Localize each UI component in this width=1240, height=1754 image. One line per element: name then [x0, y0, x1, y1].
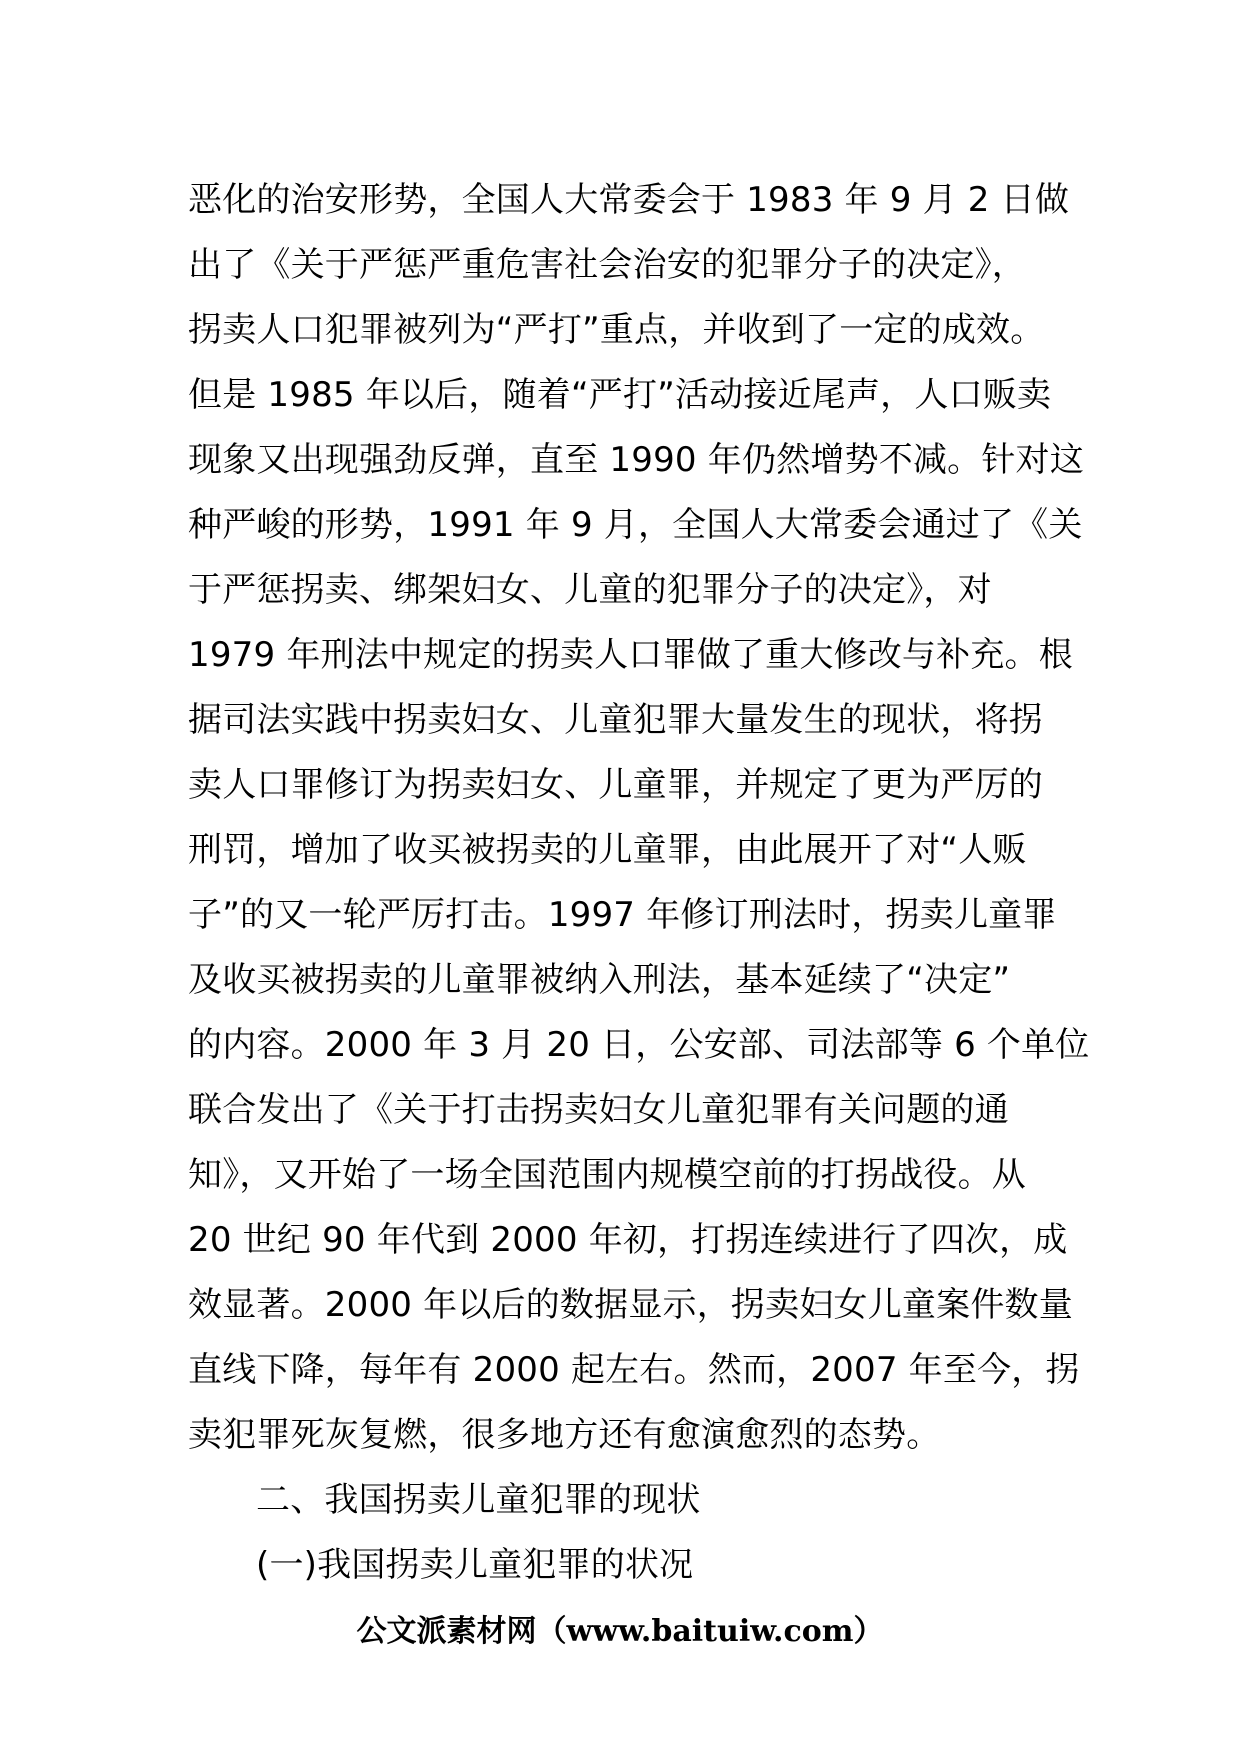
paragraph-line-13: 及收买被拐卖的儿童罪被纳入刑法，基本延续了“决定”	[188, 960, 1011, 1000]
document-body	[188, 168, 1090, 1598]
paragraph-line-20: 卖犯罪死灰复燃，很多地方还有愈演愈烈的态势。	[188, 1415, 941, 1455]
paragraph-line-18: 效显著。2000 年以后的数据显示，拐卖妇女儿童案件数量	[188, 1285, 1073, 1325]
paragraph-line-4: 但是 1985 年以后，随着“严打”活动接近尾声，人口贩卖	[188, 375, 1052, 415]
paragraph-line-1: 恶化的治安形势，全国人大常委会于 1983 年 9 月 2 日做	[188, 180, 1070, 220]
paragraph-line-14: 的内容。2000 年 3 月 20 日，公安部、司法部等 6 个单位	[188, 1025, 1090, 1065]
paragraph-line-5: 现象又出现强劲反弹，直至 1990 年仍然增势不减。针对这	[188, 440, 1084, 480]
paragraph-line-2: 出了《关于严惩严重危害社会治安的犯罪分子的决定》，	[188, 245, 1026, 285]
paragraph-line-15: 联合发出了《关于打击拐卖妇女儿童犯罪有关问题的通	[188, 1090, 1009, 1130]
paragraph-line-12: 子”的又一轮严厉打击。1997 年修订刑法时，拐卖儿童罪	[188, 895, 1057, 935]
paragraph-line-8: 1979 年刑法中规定的拐卖人口罪做了重大修改与补充。根	[188, 635, 1073, 675]
paragraph-line-17: 20 世纪 90 年代到 2000 年初，打拐连续进行了四次，成	[188, 1220, 1068, 1260]
paragraph-line-3: 拐卖人口犯罪被列为“严打”重点，并收到了一定的成效。	[188, 310, 1045, 350]
subsection-heading: (一)我国拐卖儿童犯罪的状况	[256, 1545, 694, 1585]
paragraph-line-11: 刑罚，增加了收买被拐卖的儿童罪，由此展开了对“人贩	[188, 830, 1027, 870]
footer-watermark: 公文派素材网（www.baituiw.com）	[356, 1614, 884, 1649]
paragraph-line-9: 据司法实践中拐卖妇女、儿童犯罪大量发生的现状，将拐	[188, 700, 1043, 740]
section-heading: 二、我国拐卖儿童犯罪的现状	[256, 1480, 701, 1520]
paragraph-line-19: 直线下降，每年有 2000 起左右。然而，2007 年至今，拐	[188, 1350, 1080, 1390]
paragraph-line-16: 知》，又开始了一场全国范围内规模空前的打拐战役。从	[188, 1155, 1026, 1195]
paragraph-line-7: 于严惩拐卖、绑架妇女、儿童的犯罪分子的决定》，对	[188, 570, 992, 610]
paragraph-line-6: 种严峻的形势，1991 年 9 月，全国人大常委会通过了《关	[188, 505, 1083, 545]
paragraph-line-10: 卖人口罪修订为拐卖妇女、儿童罪，并规定了更为严厉的	[188, 765, 1043, 805]
